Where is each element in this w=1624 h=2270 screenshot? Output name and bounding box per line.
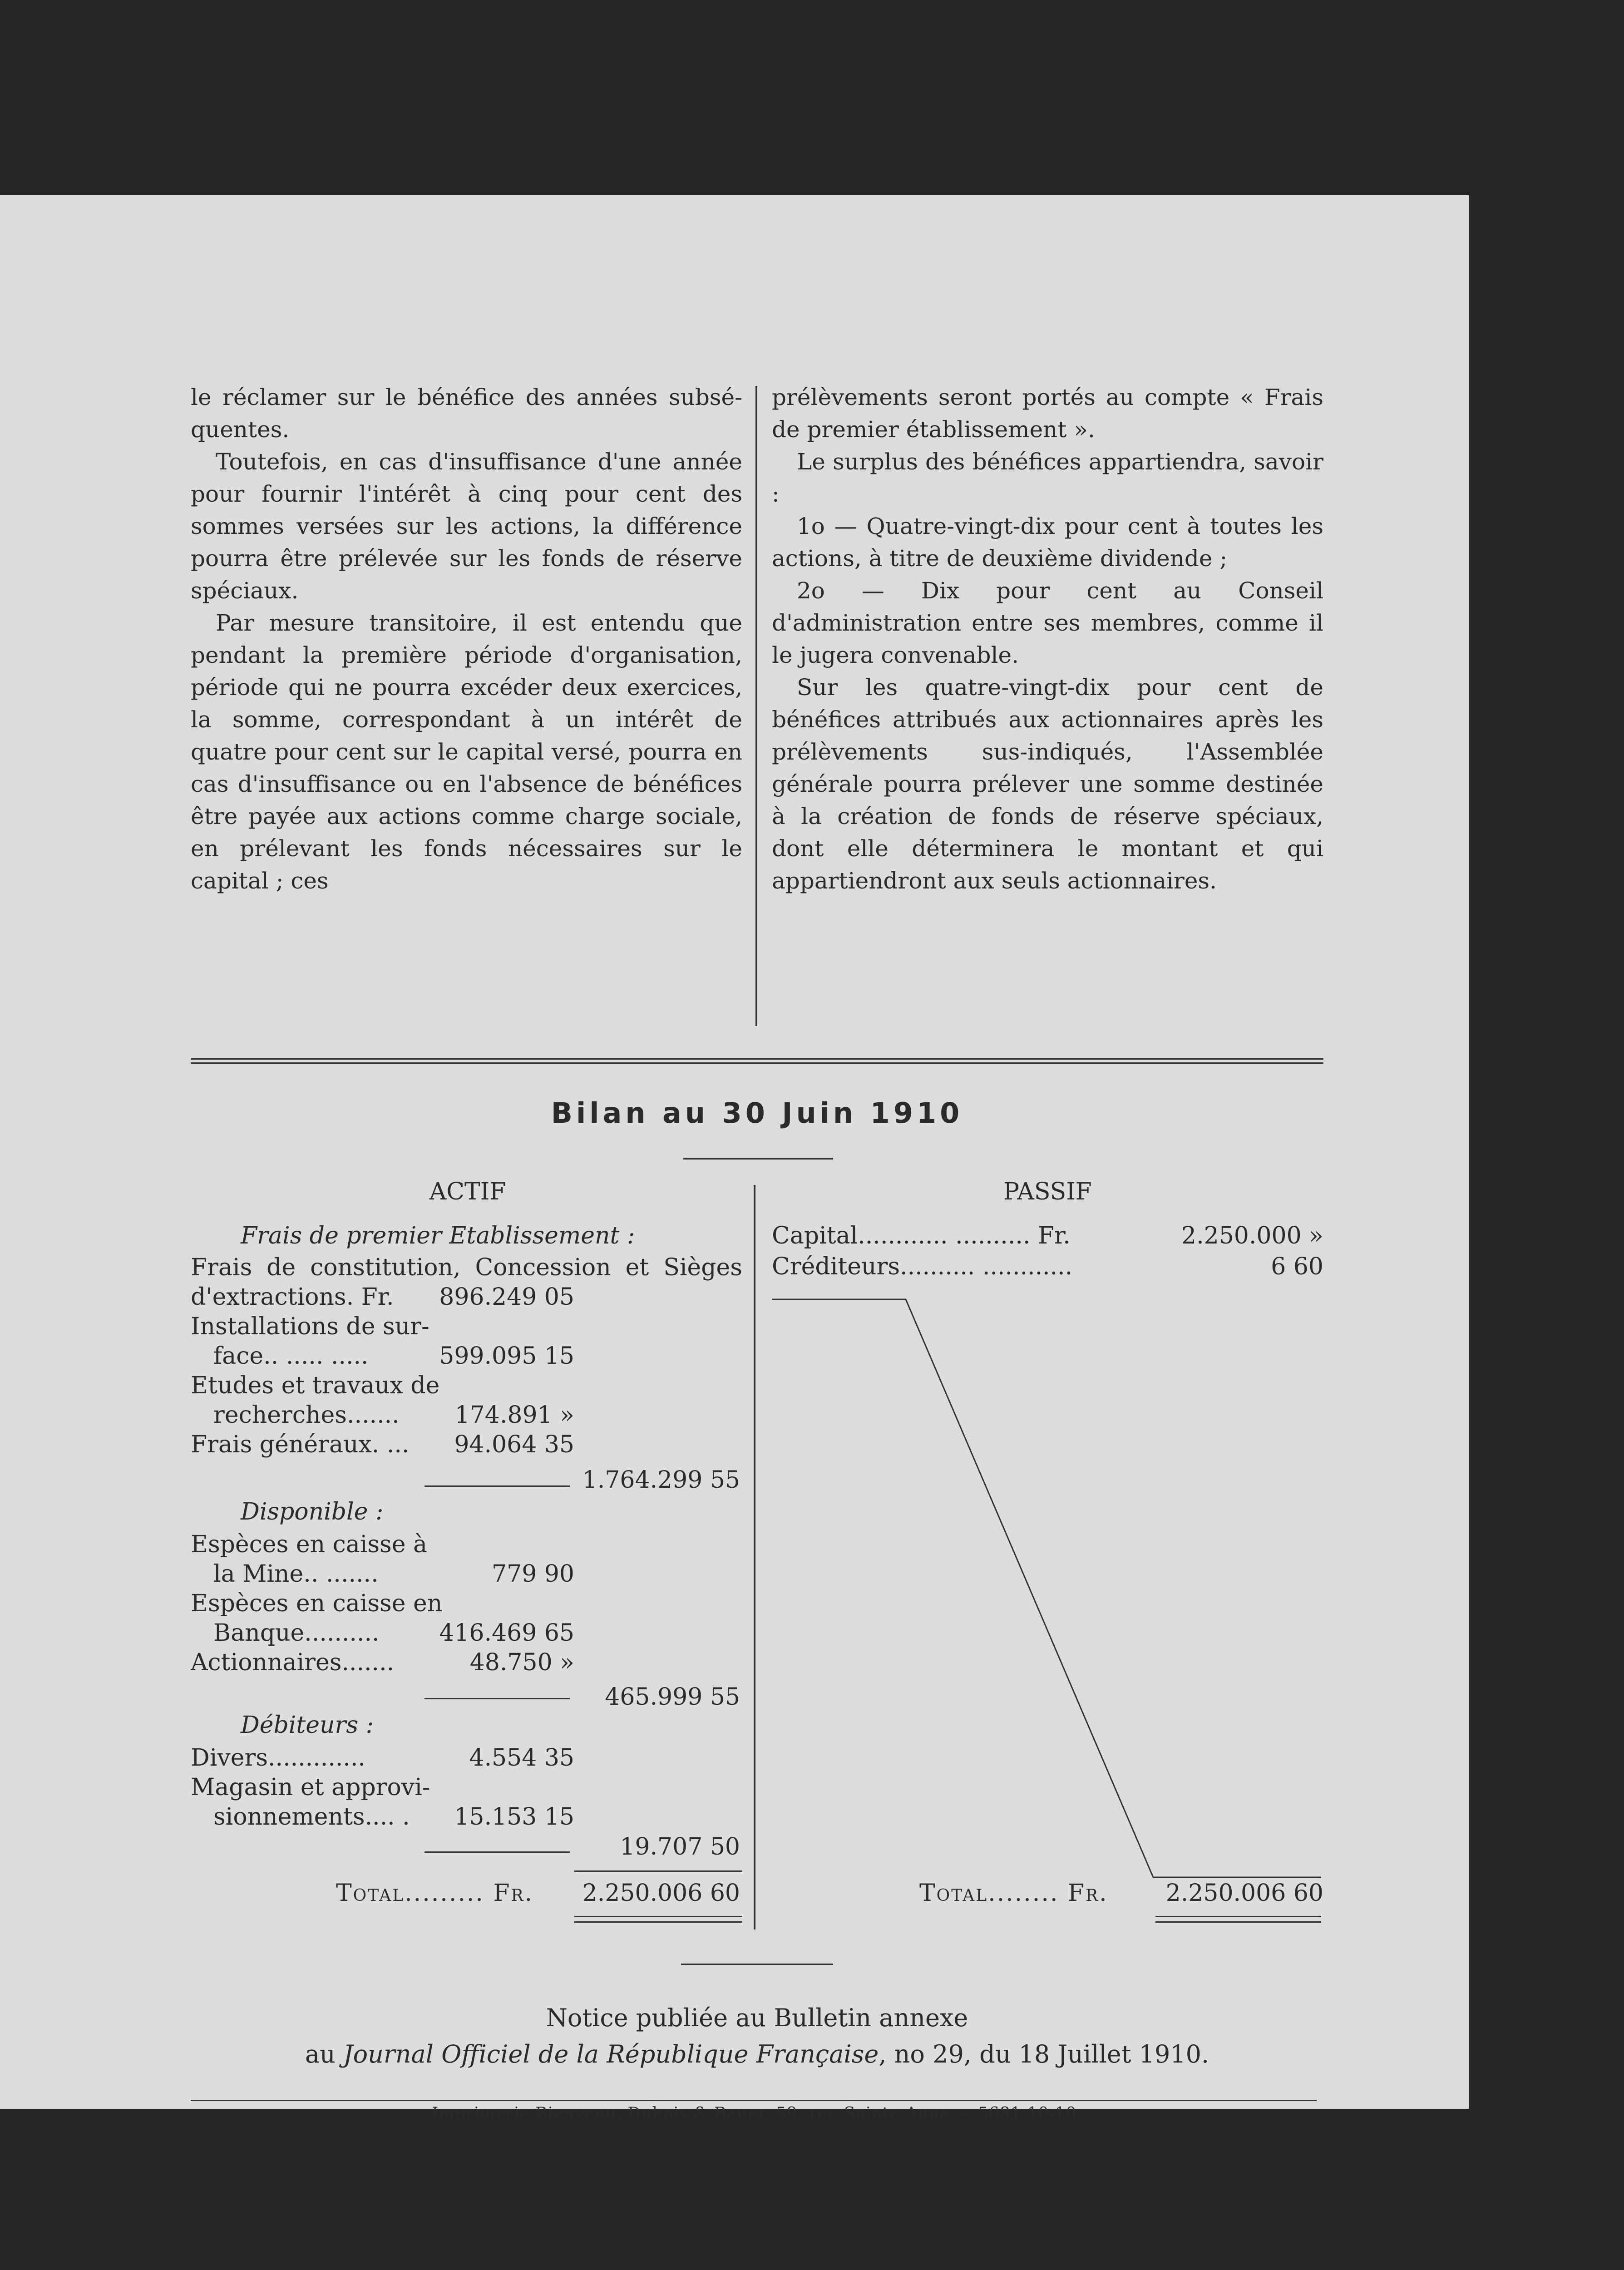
closing-rule (681, 1964, 833, 1965)
imprint-rule (191, 2100, 1317, 2101)
frais-row-label: Frais généraux. ... (191, 1431, 410, 1458)
frais-row-label: recherches....... (213, 1401, 400, 1429)
debiteurs-row-amount: 4.554 35 (469, 1744, 574, 1772)
bilan-title: Bilan au 30 Juin 1910 (551, 1096, 963, 1130)
frais-total: 1.764.299 55 (582, 1466, 740, 1494)
section-separator (191, 1058, 1323, 1064)
disponible-total: 465.999 55 (605, 1683, 740, 1711)
actif-total-label: Total......... Fr. (336, 1880, 534, 1907)
total-double-rule (1155, 1916, 1321, 1917)
paragraph: prélèvements seront portés au compte « Frais de premier établissement ». (772, 384, 1323, 443)
paragraph: Sur les quatre-vingt-dix pour cent de bénéfices attribués aux actionnaires après les prélèvements sus-indiqués, l'Assemblée générale pourra prélever une somme destinée à la création de fonds de réserve spéciaux, dont elle déterminera le montant et qui appartiendront aux seuls actionnaires. (772, 674, 1323, 894)
title-rule (683, 1158, 833, 1160)
journal-title: Journal Officiel de la République Française (343, 2040, 879, 2068)
paragraph: le réclamer sur le bénéfice des années subsé-quentes. (191, 384, 742, 443)
frais-row-amount: 599.095 15 (439, 1342, 574, 1370)
right-text-column (772, 381, 1323, 897)
bilan-divider (754, 1185, 755, 1930)
total-rule (574, 1870, 742, 1872)
notice-line-2 (191, 2036, 1323, 2073)
debiteurs-row-label: Divers............. (191, 1744, 365, 1772)
debiteurs-heading: Débiteurs : (241, 1712, 374, 1739)
paragraph: Le surplus des bénéfices appartiendra, savoir : (772, 449, 1323, 507)
left-text-column (191, 381, 742, 897)
frais-row-amount: 174.891 » (454, 1401, 574, 1429)
passif-total-label: Total........ Fr. (919, 1880, 1108, 1907)
disponible-heading: Disponible : (241, 1498, 384, 1525)
disponible-row-amount: 416.469 65 (439, 1619, 574, 1647)
debiteurs-row-label: sionnements.... . (213, 1803, 410, 1831)
disponible-row-label: Banque.......... (213, 1619, 380, 1647)
passif-row-label: Créditeurs.......... ............ (772, 1253, 1073, 1280)
subtotal-rule (425, 1698, 570, 1699)
frais-row-label: Installations de sur- (191, 1313, 429, 1340)
disponible-row-amount: 779 90 (492, 1560, 574, 1588)
disponible-row-label: Espèces en caisse à (191, 1531, 428, 1558)
frais-row-label: face.. ..... ..... (213, 1342, 369, 1370)
frais-heading: Frais de premier Etablissement : (241, 1222, 635, 1249)
passif-heading: PASSIF (1003, 1178, 1092, 1205)
disponible-row-label: Espèces en caisse en (191, 1590, 443, 1617)
disponible-row-label: Actionnaires....... (191, 1649, 395, 1676)
paragraph: 2o — Dix pour cent au Conseil d'administration entre ses membres, comme il le jugera convenable. (772, 577, 1323, 668)
debiteurs-row-label: Magasin et approvi- (191, 1774, 430, 1801)
blank-space-strike-line (772, 1298, 1326, 1884)
actif-total-amount: 2.250.006 60 (582, 1880, 740, 1907)
paragraph: 1o — Quatre-vingt-dix pour cent à toutes les actions, à titre de deuxième dividende ; (772, 513, 1323, 572)
passif-total-amount: 2.250.006 60 (1165, 1880, 1323, 1907)
passif-row-amount: 2.250.000 » (1181, 1222, 1323, 1249)
paragraph: Toutefois, en cas d'insuffisance d'une année pour fournir l'intérêt à cinq pour cent des sommes versées sur les actions, la différence pourra être prélevée sur les fonds de réserve spéciaux. (191, 449, 742, 604)
passif-row-label: Capital............ .......... Fr. (772, 1222, 1071, 1249)
imprint: Imprimerie Bienvenu, Dubois & Bauer, 59, rue Sainte-Anne — 5681-10-10. (432, 2104, 1082, 2123)
passif-row-amount: 6 60 (1271, 1253, 1323, 1280)
actif-heading: ACTIF (429, 1178, 506, 1205)
notice-prefix: au (305, 2040, 343, 2068)
column-divider (755, 386, 757, 1026)
debiteurs-row-amount: 15.153 15 (454, 1803, 574, 1831)
frais-row-label: d'extractions. Fr. (191, 1283, 394, 1311)
frais-row-label: Frais de constitution, Concession et Sièges (191, 1254, 742, 1281)
disponible-row-label: la Mine.. ....... (213, 1560, 379, 1588)
debiteurs-total: 19.707 50 (620, 1833, 740, 1860)
document-page (0, 195, 1469, 2123)
total-double-rule (1155, 1921, 1321, 1923)
notice-line: Notice publiée au Bulletin annexe (546, 2004, 968, 2032)
disponible-row-amount: 48.750 » (469, 1649, 574, 1676)
frais-row-amount: 94.064 35 (454, 1431, 574, 1458)
total-double-rule (574, 1921, 742, 1923)
subtotal-rule (425, 1485, 570, 1487)
paragraph: Par mesure transitoire, il est entendu que pendant la première période d'organisation, période qui ne pourra excéder deux exercices, la somme, correspondant à un intérêt de quatre pour cent sur le capital versé, pourra en cas d'insuffisance ou en l'absence de bénéfices être payée aux actions comme charge sociale, en prélevant les fonds nécessaires sur le capital ; ces (191, 610, 742, 894)
frais-row-amount: 896.249 05 (439, 1283, 574, 1311)
frais-row-label: Etudes et travaux de (191, 1372, 440, 1399)
notice-suffix: , no 29, du 18 Juillet 1910. (879, 2040, 1209, 2068)
total-double-rule (574, 1916, 742, 1917)
subtotal-rule (425, 1851, 570, 1853)
